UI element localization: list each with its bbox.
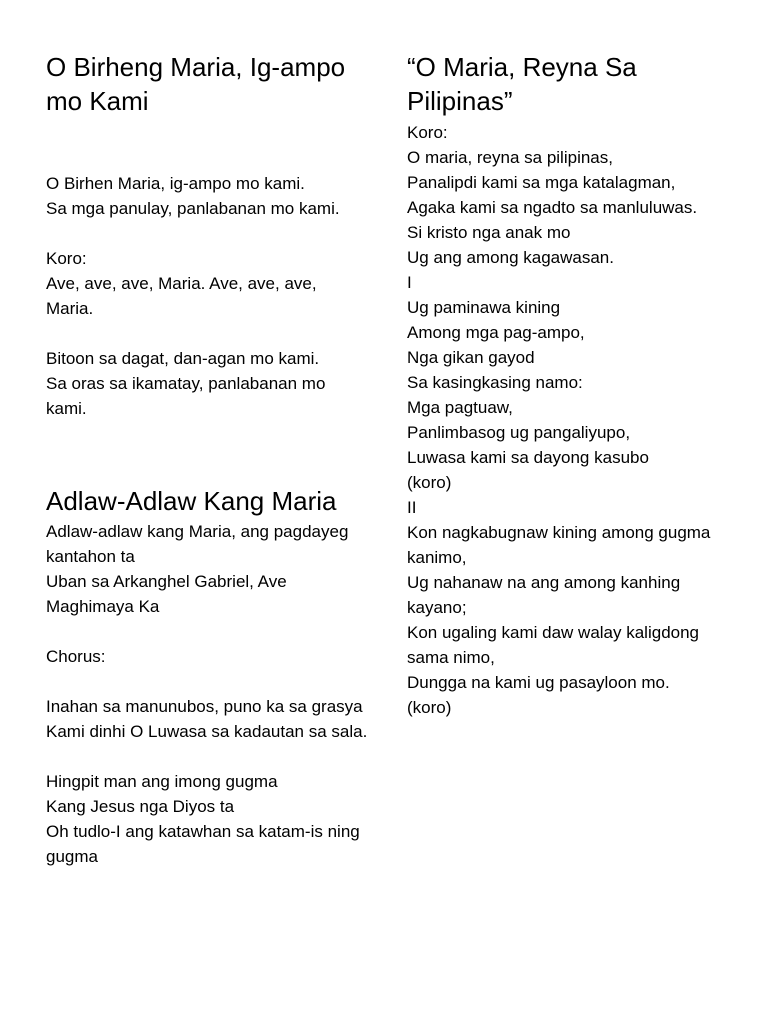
lyric-line: Kon nagkabugnaw kining among gugma kanimo,: [407, 523, 711, 567]
lyric-line: O Birhen Maria, ig-ampo mo kami.: [46, 174, 305, 193]
song-title-adlaw-adlaw: Adlaw-Adlaw Kang Maria: [46, 486, 337, 516]
lyric-line: Inahan sa manunubos, puno ka sa grasya: [46, 697, 363, 716]
lyric-line: Sa oras sa ikamatay, panlabanan mo kami.: [46, 374, 326, 418]
lyric-line: Dungga na kami ug pasayloon mo.: [407, 673, 670, 692]
song-title-birheng-maria: O Birheng Maria, Ig-ampo mo Kami: [46, 52, 346, 116]
lyric-line: Koro:: [407, 123, 448, 142]
lyric-line: Uban sa Arkanghel Gabriel, Ave Maghimaya Ka: [46, 572, 287, 616]
lyric-line: Kang Jesus nga Diyos ta: [46, 797, 235, 816]
lyric-line: (koro): [407, 473, 452, 492]
lyric-line: Koro:: [46, 249, 87, 268]
stanza-gap: [46, 619, 368, 644]
lyric-line: Ug paminawa kining: [407, 298, 561, 317]
stanza-gap: [46, 744, 368, 769]
stanza-gap: [46, 669, 368, 694]
lyric-line: Agaka kami sa ngadto sa manluluwas.: [407, 198, 698, 217]
song-lyrics-birheng-maria: [46, 171, 368, 421]
lyric-line: Ave, ave, ave, Maria. Ave, ave, ave, Maria.: [46, 274, 317, 318]
lyric-line: Sa kasingkasing namo:: [407, 373, 583, 392]
lyric-line: Oh tudlo-I ang katawhan sa katam-is ning gugma: [46, 822, 360, 866]
lyric-line: I: [407, 273, 412, 292]
stanza-gap: [46, 221, 368, 246]
lyric-line: II: [407, 498, 417, 517]
song-lyrics-adlaw-adlaw: [46, 519, 368, 869]
lyric-line: Among mga pag-ampo,: [407, 323, 585, 342]
lyric-line: Bitoon sa dagat, dan-agan mo kami.: [46, 349, 320, 368]
lyric-line: Ug ang among kagawasan.: [407, 248, 614, 267]
lyric-line: O maria, reyna sa pilipinas,: [407, 148, 613, 167]
song-lyrics-reyna-sa-pilipinas: [407, 120, 743, 720]
lyric-line: (koro): [407, 698, 452, 717]
lyric-line: Nga gikan gayod: [407, 348, 535, 367]
lyric-line: Si kristo nga anak mo: [407, 223, 571, 242]
lyric-line: Kami dinhi O Luwasa sa kadautan sa sala.: [46, 722, 368, 741]
stanza-gap: [46, 321, 368, 346]
lyric-line: Sa mga panulay, panlabanan mo kami.: [46, 199, 340, 218]
song-title-reyna-sa-pilipinas: “O Maria, Reyna Sa Pilipinas”: [407, 52, 637, 116]
lyric-line: Kon ugaling kami daw walay kaligdong sama nimo,: [407, 623, 700, 667]
lyric-line: Hingpit man ang imong gugma: [46, 772, 278, 791]
lyric-line: Ug nahanaw na ang among kanhing kayano;: [407, 573, 681, 617]
lyric-line: Adlaw-adlaw kang Maria, ang pagdayeg kantahon ta: [46, 522, 349, 566]
lyric-line: Panlimbasog ug pangaliyupo,: [407, 423, 631, 442]
lyric-line: Panalipdi kami sa mga katalagman,: [407, 173, 676, 192]
lyric-line: Chorus:: [46, 647, 106, 666]
lyric-line: Luwasa kami sa dayong kasubo: [407, 448, 649, 467]
lyric-line: Mga pagtuaw,: [407, 398, 513, 417]
